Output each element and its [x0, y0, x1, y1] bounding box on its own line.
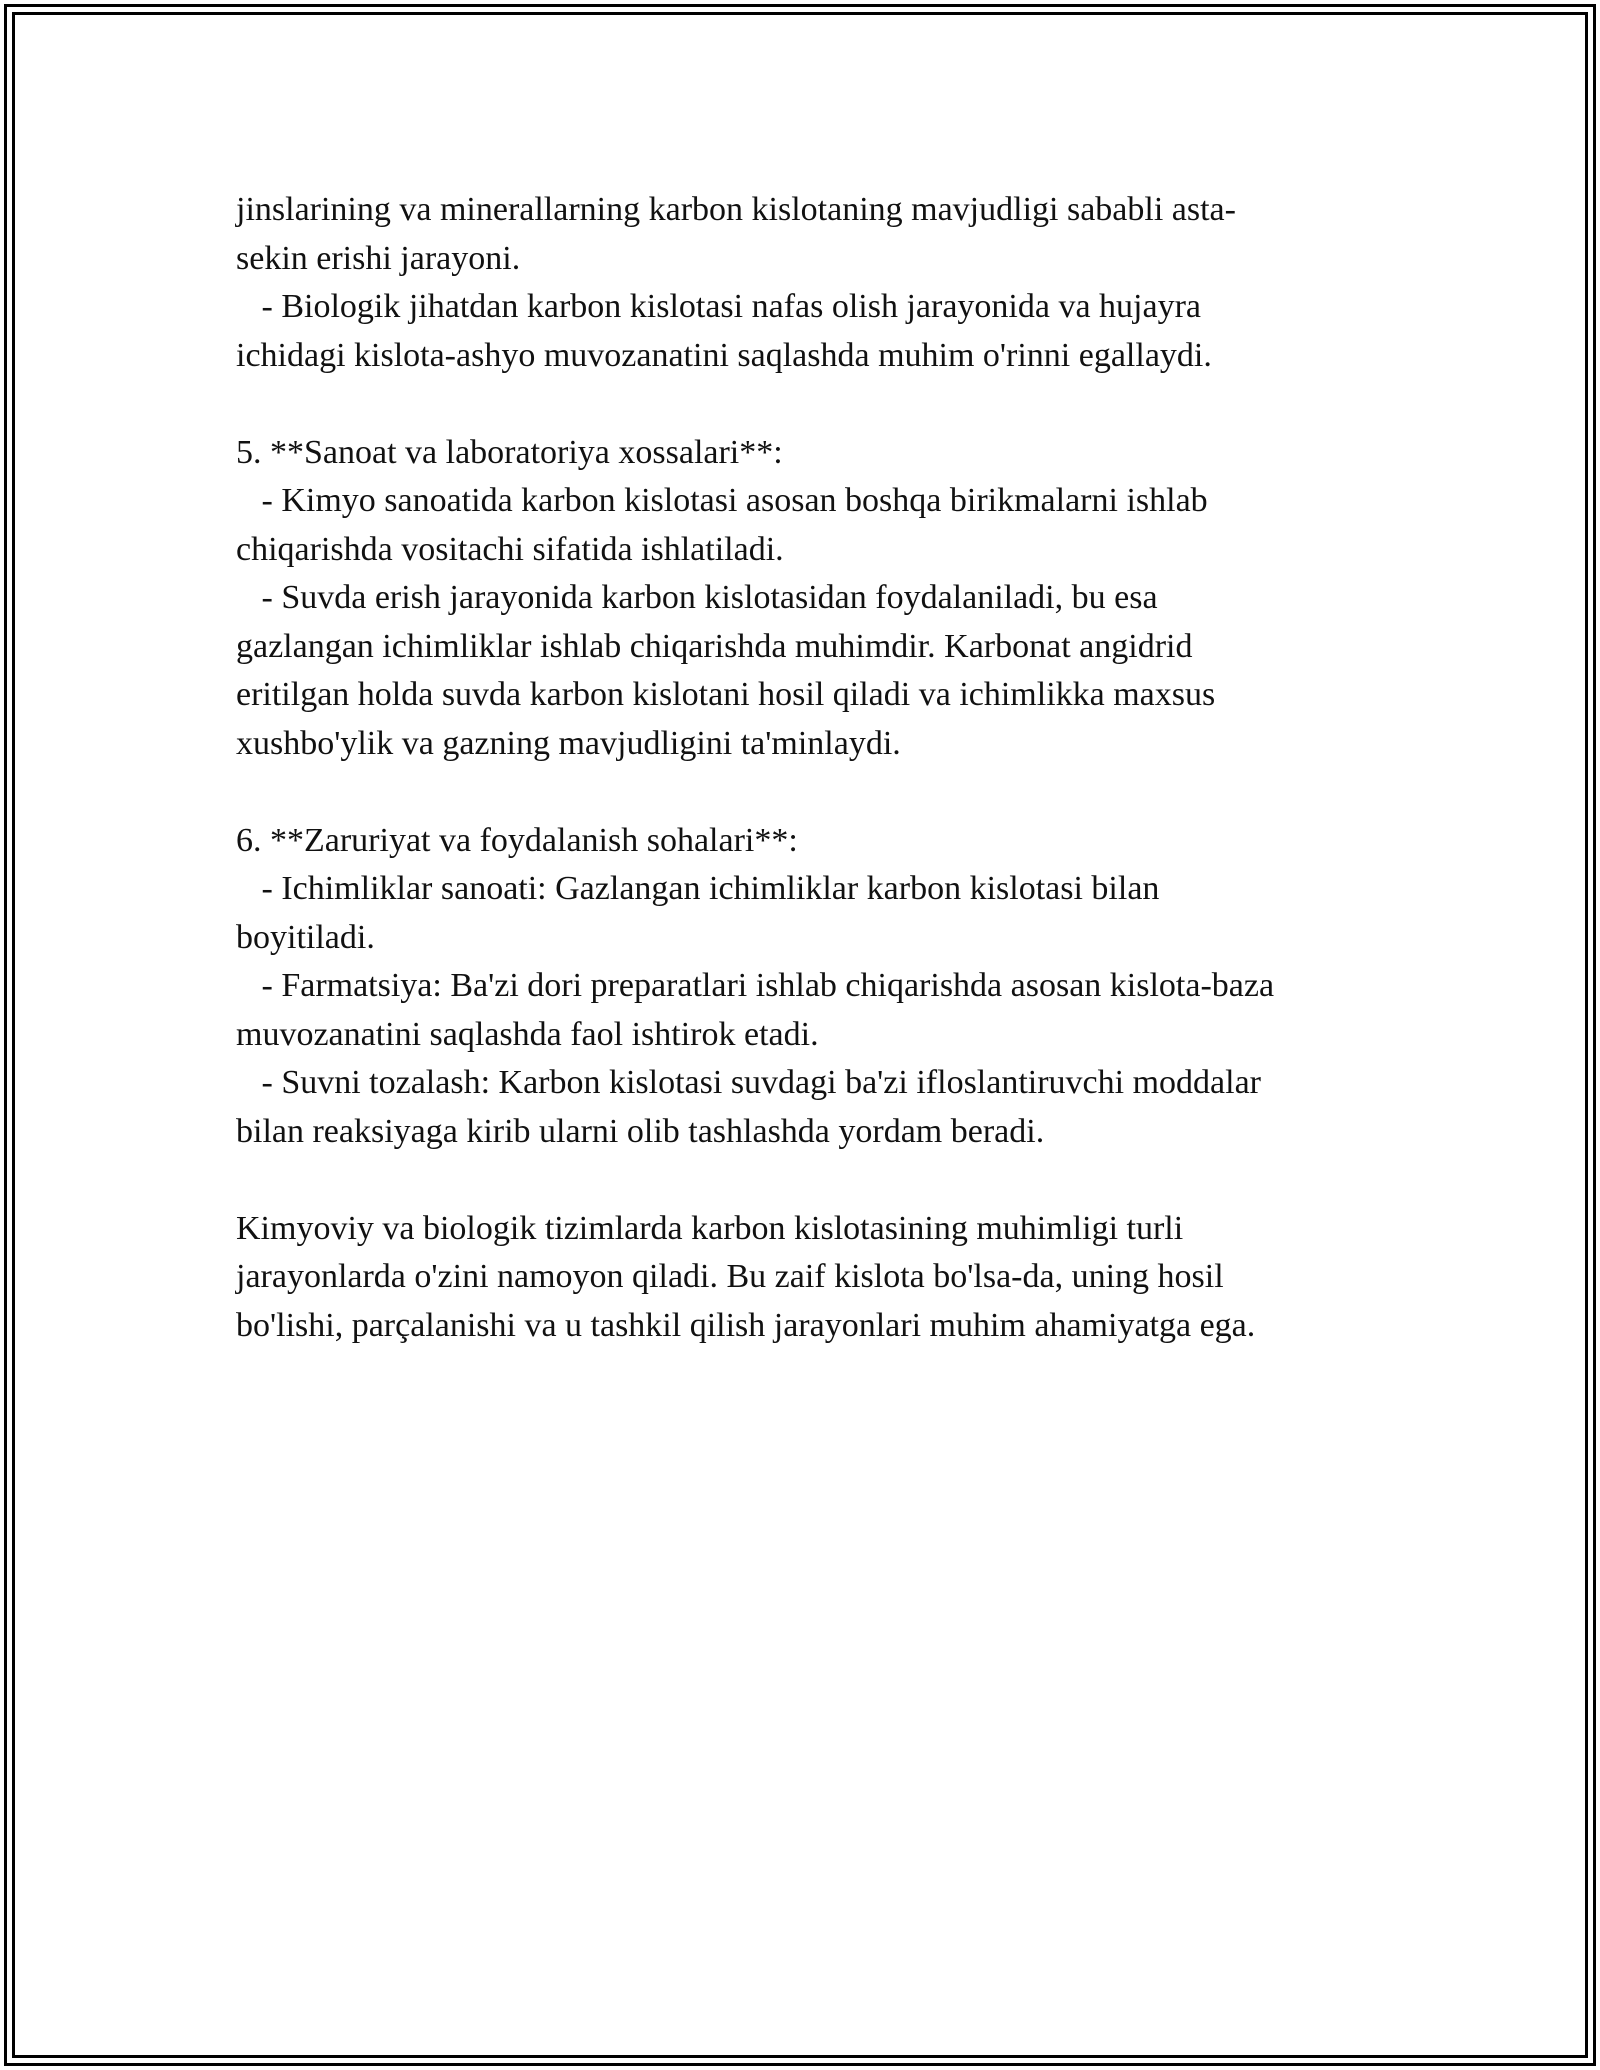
text-line: bo'lishi, parçalanishi va u tashkil qilish jarayonlari muhim ahamiyatga ega.: [236, 1306, 1256, 1344]
section-heading: 6. **Zaruriyat va foydalanish sohalari**:: [236, 821, 798, 859]
section-5: [236, 429, 1376, 769]
text-line: muvozanatini saqlashda faol ishtirok etadi.: [236, 1015, 819, 1053]
text-line: - Biologik jihatdan karbon kislotasi nafas olish jarayonida va hujayra: [236, 288, 1201, 325]
conclusion-paragraph: [236, 1205, 1376, 1351]
paragraph-spacer: [236, 380, 1376, 429]
text-line: sekin erishi jarayoni.: [236, 239, 521, 277]
text-line: - Farmatsiya: Ba'zi dori preparatlari ishlab chiqarishda asosan kislota-baza: [236, 967, 1275, 1004]
text-line: - Suvda erish jarayonida karbon kislotasidan foydalaniladi, bu esa: [236, 579, 1158, 616]
text-line: - Suvni tozalash: Karbon kislotasi suvdagi ba'zi ifloslantiruvchi moddalar: [236, 1064, 1261, 1101]
paragraph-spacer: [236, 768, 1376, 817]
text-line: chiqarishda vositachi sifatida ishlatiladi.: [236, 530, 784, 568]
text-line: jarayonlarda o'zini namoyon qiladi. Bu zaif kislota bo'lsa-da, uning hosil: [236, 1258, 1224, 1295]
document-body: [236, 186, 1376, 1350]
intro-paragraph: [236, 186, 1376, 380]
text-line: bilan reaksiyaga kirib ularni olib tashlashda yordam beradi.: [236, 1112, 1045, 1150]
text-line: - Ichimliklar sanoati: Gazlangan ichimliklar karbon kislotasi bilan: [236, 870, 1160, 907]
text-line: eritilgan holda suvda karbon kislotani hosil qiladi va ichimlikka maxsus: [236, 676, 1216, 713]
text-line: boyitiladi.: [236, 918, 375, 956]
text-line: ichidagi kislota-ashyo muvozanatini saqlashda muhim o'rinni egallaydi.: [236, 336, 1212, 374]
text-line: xushbo'ylik va gazning mavjudligini ta'minlaydi.: [236, 724, 901, 762]
section-6: [236, 817, 1376, 1157]
section-heading: 5. **Sanoat va laboratoriya xossalari**:: [236, 433, 783, 471]
text-line: gazlangan ichimliklar ishlab chiqarishda muhimdir. Karbonat angidrid: [236, 627, 1193, 665]
text-line: jinslarining va minerallarning karbon kislotaning mavjudligi sababli asta-: [236, 191, 1236, 228]
text-line: - Kimyo sanoatida karbon kislotasi asosan boshqa birikmalarni ishlab: [236, 482, 1208, 519]
paragraph-spacer: [236, 1156, 1376, 1205]
text-line: Kimyoviy va biologik tizimlarda karbon kislotasining muhimligi turli: [236, 1209, 1184, 1247]
